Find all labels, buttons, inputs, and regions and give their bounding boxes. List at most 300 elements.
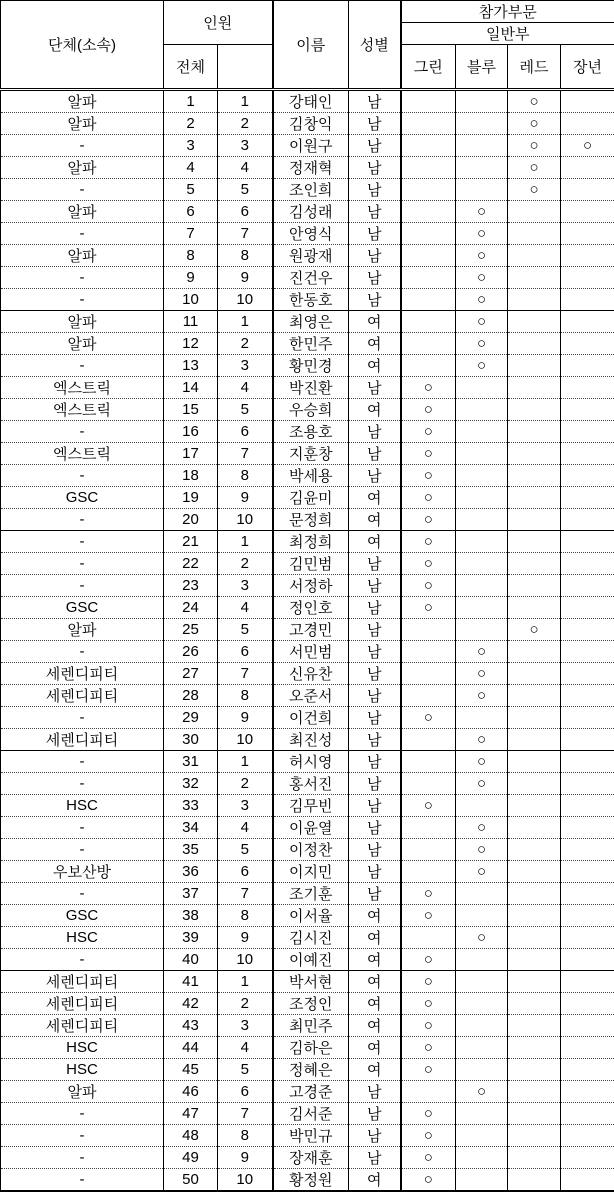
blue-mark-cell: [456, 90, 508, 113]
gender-cell: 남: [349, 157, 401, 179]
green-mark-cell: ○: [401, 1037, 456, 1059]
green-mark-cell: [401, 267, 456, 289]
blue-mark-cell: ○: [456, 773, 508, 795]
senior-mark-cell: [561, 113, 614, 135]
blue-mark-cell: ○: [456, 267, 508, 289]
name-cell: 이건희: [273, 707, 349, 729]
blue-mark-cell: ○: [456, 333, 508, 355]
gender-cell: 남: [349, 597, 401, 619]
red-mark-cell: [508, 421, 561, 443]
blue-mark-cell: [456, 465, 508, 487]
name-cell: 안영식: [273, 223, 349, 245]
org-cell: GSC: [1, 905, 164, 927]
senior-mark-cell: [561, 223, 614, 245]
name-cell: 허시영: [273, 751, 349, 773]
table-row: [1, 201, 614, 223]
gender-cell: 남: [349, 1103, 401, 1125]
senior-mark-cell: [561, 90, 614, 113]
total-no-cell: 13: [164, 355, 218, 377]
green-mark-cell: [401, 927, 456, 949]
gender-cell: 남: [349, 1147, 401, 1169]
table-row: [1, 1147, 614, 1169]
senior-mark-cell: [561, 927, 614, 949]
table-row: [1, 531, 614, 553]
gender-cell: 남: [349, 619, 401, 641]
name-cell: 박진환: [273, 377, 349, 399]
gender-cell: 여: [349, 1015, 401, 1037]
total-no-cell: 17: [164, 443, 218, 465]
blue-mark-cell: [456, 1037, 508, 1059]
gender-cell: 여: [349, 905, 401, 927]
blue-mark-cell: [456, 619, 508, 641]
senior-mark-cell: [561, 201, 614, 223]
org-cell: -: [1, 465, 164, 487]
sub-no-cell: 3: [218, 1015, 273, 1037]
total-no-cell: 23: [164, 575, 218, 597]
total-no-cell: 4: [164, 157, 218, 179]
blue-mark-cell: ○: [456, 289, 508, 311]
senior-mark-cell: [561, 729, 614, 751]
table-row: [1, 245, 614, 267]
senior-mark-cell: [561, 377, 614, 399]
green-mark-cell: [401, 223, 456, 245]
org-cell: 엑스트릭: [1, 399, 164, 421]
col-header-org: 단체(소속): [1, 1, 164, 90]
senior-mark-cell: [561, 685, 614, 707]
sub-no-cell: 9: [218, 707, 273, 729]
green-mark-cell: ○: [401, 487, 456, 509]
gender-cell: 남: [349, 179, 401, 201]
org-cell: -: [1, 751, 164, 773]
blue-mark-cell: ○: [456, 685, 508, 707]
red-mark-cell: [508, 817, 561, 839]
table-row: [1, 553, 614, 575]
red-mark-cell: [508, 949, 561, 971]
senior-mark-cell: [561, 333, 614, 355]
senior-mark-cell: [561, 553, 614, 575]
blue-mark-cell: [456, 575, 508, 597]
green-mark-cell: [401, 685, 456, 707]
table-row: [1, 1059, 614, 1081]
blue-mark-cell: [456, 795, 508, 817]
table-row: [1, 1103, 614, 1125]
blue-mark-cell: [456, 993, 508, 1015]
name-cell: 김하은: [273, 1037, 349, 1059]
red-mark-cell: [508, 245, 561, 267]
total-no-cell: 29: [164, 707, 218, 729]
total-no-cell: 43: [164, 1015, 218, 1037]
gender-cell: 남: [349, 707, 401, 729]
blue-mark-cell: [456, 597, 508, 619]
name-cell: 이윤열: [273, 817, 349, 839]
table-row: [1, 487, 614, 509]
blue-mark-cell: [456, 971, 508, 993]
blue-mark-cell: ○: [456, 355, 508, 377]
gender-cell: 남: [349, 1081, 401, 1103]
table-row: [1, 113, 614, 135]
gender-cell: 여: [349, 993, 401, 1015]
table-row: [1, 729, 614, 751]
name-cell: 이예진: [273, 949, 349, 971]
blue-mark-cell: ○: [456, 729, 508, 751]
total-no-cell: 24: [164, 597, 218, 619]
sub-no-cell: 2: [218, 553, 273, 575]
sub-no-cell: 7: [218, 883, 273, 905]
org-cell: 엑스트릭: [1, 443, 164, 465]
gender-cell: 남: [349, 883, 401, 905]
senior-mark-cell: [561, 993, 614, 1015]
sub-no-cell: 5: [218, 179, 273, 201]
red-mark-cell: [508, 1059, 561, 1081]
green-mark-cell: ○: [401, 553, 456, 575]
blue-mark-cell: [456, 1147, 508, 1169]
red-mark-cell: [508, 1037, 561, 1059]
senior-mark-cell: [561, 465, 614, 487]
senior-mark-cell: [561, 751, 614, 773]
gender-cell: 여: [349, 399, 401, 421]
name-cell: 황정원: [273, 1169, 349, 1192]
red-mark-cell: [508, 223, 561, 245]
total-no-cell: 20: [164, 509, 218, 531]
sub-no-cell: 7: [218, 663, 273, 685]
sub-no-cell: 10: [218, 949, 273, 971]
col-header-division: 참가부문: [401, 1, 614, 23]
name-cell: 황민경: [273, 355, 349, 377]
gender-cell: 남: [349, 421, 401, 443]
senior-mark-cell: [561, 905, 614, 927]
senior-mark-cell: [561, 179, 614, 201]
red-mark-cell: ○: [508, 157, 561, 179]
red-mark-cell: [508, 377, 561, 399]
sub-no-cell: 9: [218, 487, 273, 509]
total-no-cell: 49: [164, 1147, 218, 1169]
gender-cell: 여: [349, 311, 401, 333]
green-mark-cell: ○: [401, 399, 456, 421]
senior-mark-cell: [561, 487, 614, 509]
col-header-personnel: 인원: [164, 1, 273, 45]
sub-no-cell: 9: [218, 267, 273, 289]
table-row: [1, 773, 614, 795]
table-row: [1, 751, 614, 773]
name-cell: 고경민: [273, 619, 349, 641]
org-cell: HSC: [1, 795, 164, 817]
red-mark-cell: ○: [508, 90, 561, 113]
senior-mark-cell: [561, 817, 614, 839]
green-mark-cell: [401, 355, 456, 377]
org-cell: -: [1, 179, 164, 201]
red-mark-cell: [508, 1125, 561, 1147]
org-cell: -: [1, 883, 164, 905]
org-cell: 알파: [1, 245, 164, 267]
name-cell: 조정인: [273, 993, 349, 1015]
name-cell: 한동호: [273, 289, 349, 311]
org-cell: GSC: [1, 487, 164, 509]
blue-mark-cell: [456, 509, 508, 531]
blue-mark-cell: [456, 1015, 508, 1037]
total-no-cell: 42: [164, 993, 218, 1015]
table-row: [1, 993, 614, 1015]
table-row: [1, 861, 614, 883]
red-mark-cell: [508, 993, 561, 1015]
table-row: [1, 1037, 614, 1059]
org-cell: -: [1, 1147, 164, 1169]
org-cell: -: [1, 553, 164, 575]
senior-mark-cell: [561, 597, 614, 619]
gender-cell: 여: [349, 487, 401, 509]
sub-no-cell: 5: [218, 1059, 273, 1081]
table-row: [1, 355, 614, 377]
sub-no-cell: 3: [218, 355, 273, 377]
name-cell: 정혜은: [273, 1059, 349, 1081]
red-mark-cell: [508, 905, 561, 927]
blue-mark-cell: ○: [456, 751, 508, 773]
green-mark-cell: ○: [401, 1147, 456, 1169]
red-mark-cell: [508, 1081, 561, 1103]
blue-mark-cell: ○: [456, 641, 508, 663]
name-cell: 서정하: [273, 575, 349, 597]
blue-mark-cell: [456, 443, 508, 465]
sub-no-cell: 3: [218, 795, 273, 817]
red-mark-cell: ○: [508, 135, 561, 157]
gender-cell: 남: [349, 377, 401, 399]
total-no-cell: 46: [164, 1081, 218, 1103]
sub-no-cell: 8: [218, 685, 273, 707]
name-cell: 박민규: [273, 1125, 349, 1147]
table-row: [1, 333, 614, 355]
senior-mark-cell: [561, 1015, 614, 1037]
blue-mark-cell: [456, 1125, 508, 1147]
blue-mark-cell: [456, 1059, 508, 1081]
blue-mark-cell: [456, 905, 508, 927]
blue-mark-cell: ○: [456, 839, 508, 861]
red-mark-cell: [508, 971, 561, 993]
gender-cell: 남: [349, 201, 401, 223]
gender-cell: 남: [349, 839, 401, 861]
org-cell: -: [1, 707, 164, 729]
name-cell: 이서율: [273, 905, 349, 927]
red-mark-cell: [508, 201, 561, 223]
org-cell: -: [1, 575, 164, 597]
senior-mark-cell: [561, 1169, 614, 1192]
name-cell: 신유찬: [273, 663, 349, 685]
org-cell: -: [1, 949, 164, 971]
blue-mark-cell: [456, 113, 508, 135]
gender-cell: 남: [349, 773, 401, 795]
org-cell: 알파: [1, 201, 164, 223]
total-no-cell: 48: [164, 1125, 218, 1147]
org-cell: HSC: [1, 1059, 164, 1081]
senior-mark-cell: [561, 1037, 614, 1059]
green-mark-cell: [401, 333, 456, 355]
gender-cell: 여: [349, 971, 401, 993]
table-row: [1, 949, 614, 971]
red-mark-cell: [508, 1015, 561, 1037]
green-mark-cell: ○: [401, 1125, 456, 1147]
sub-no-cell: 7: [218, 223, 273, 245]
name-cell: 박세용: [273, 465, 349, 487]
org-cell: -: [1, 135, 164, 157]
total-no-cell: 40: [164, 949, 218, 971]
senior-mark-cell: [561, 971, 614, 993]
org-cell: 세렌디피티: [1, 663, 164, 685]
senior-mark-cell: [561, 531, 614, 553]
org-cell: -: [1, 531, 164, 553]
name-cell: 정재혁: [273, 157, 349, 179]
sub-no-cell: 1: [218, 751, 273, 773]
org-cell: 세렌디피티: [1, 971, 164, 993]
red-mark-cell: [508, 707, 561, 729]
total-no-cell: 15: [164, 399, 218, 421]
blue-mark-cell: ○: [456, 1081, 508, 1103]
gender-cell: 여: [349, 355, 401, 377]
name-cell: 최영은: [273, 311, 349, 333]
senior-mark-cell: ○: [561, 135, 614, 157]
total-no-cell: 1: [164, 90, 218, 113]
sub-no-cell: 10: [218, 1169, 273, 1192]
total-no-cell: 26: [164, 641, 218, 663]
name-cell: 강태인: [273, 90, 349, 113]
red-mark-cell: [508, 443, 561, 465]
table-row: [1, 971, 614, 993]
table-row: [1, 641, 614, 663]
green-mark-cell: [401, 861, 456, 883]
total-no-cell: 32: [164, 773, 218, 795]
org-cell: 알파: [1, 90, 164, 113]
sub-no-cell: 4: [218, 597, 273, 619]
blue-mark-cell: ○: [456, 311, 508, 333]
org-cell: 알파: [1, 311, 164, 333]
name-cell: 장재훈: [273, 1147, 349, 1169]
senior-mark-cell: [561, 619, 614, 641]
green-mark-cell: ○: [401, 421, 456, 443]
table-row: [1, 927, 614, 949]
blue-mark-cell: ○: [456, 927, 508, 949]
red-mark-cell: [508, 861, 561, 883]
table-row: [1, 707, 614, 729]
sub-no-cell: 6: [218, 201, 273, 223]
blue-mark-cell: [456, 707, 508, 729]
table-row: [1, 399, 614, 421]
green-mark-cell: ○: [401, 1015, 456, 1037]
org-cell: 세렌디피티: [1, 685, 164, 707]
table-row: [1, 90, 614, 113]
red-mark-cell: [508, 751, 561, 773]
senior-mark-cell: [561, 311, 614, 333]
red-mark-cell: [508, 1103, 561, 1125]
gender-cell: 남: [349, 861, 401, 883]
gender-cell: 남: [349, 817, 401, 839]
blue-mark-cell: ○: [456, 201, 508, 223]
total-no-cell: 9: [164, 267, 218, 289]
red-mark-cell: [508, 1147, 561, 1169]
green-mark-cell: ○: [401, 1103, 456, 1125]
senior-mark-cell: [561, 861, 614, 883]
blue-mark-cell: ○: [456, 817, 508, 839]
red-mark-cell: [508, 1169, 561, 1192]
sub-no-cell: 2: [218, 993, 273, 1015]
name-cell: 조용호: [273, 421, 349, 443]
col-header-division-sub: 일반부: [401, 23, 614, 45]
gender-cell: 여: [349, 1169, 401, 1192]
name-cell: 한민주: [273, 333, 349, 355]
total-no-cell: 39: [164, 927, 218, 949]
gender-cell: 남: [349, 1125, 401, 1147]
blue-mark-cell: ○: [456, 223, 508, 245]
name-cell: 정인호: [273, 597, 349, 619]
name-cell: 김민범: [273, 553, 349, 575]
org-cell: HSC: [1, 1037, 164, 1059]
sub-no-cell: 3: [218, 575, 273, 597]
sub-no-cell: 6: [218, 861, 273, 883]
senior-mark-cell: [561, 289, 614, 311]
total-no-cell: 22: [164, 553, 218, 575]
senior-mark-cell: [561, 1059, 614, 1081]
red-mark-cell: [508, 289, 561, 311]
table-row: [1, 817, 614, 839]
senior-mark-cell: [561, 267, 614, 289]
name-cell: 박서현: [273, 971, 349, 993]
green-mark-cell: ○: [401, 443, 456, 465]
name-cell: 이원구: [273, 135, 349, 157]
red-mark-cell: [508, 773, 561, 795]
col-header-name: 이름: [273, 1, 349, 90]
sub-no-cell: 1: [218, 311, 273, 333]
green-mark-cell: [401, 641, 456, 663]
total-no-cell: 36: [164, 861, 218, 883]
col-header-red: 레드: [508, 45, 561, 90]
blue-mark-cell: [456, 179, 508, 201]
table-row: [1, 575, 614, 597]
green-mark-cell: ○: [401, 575, 456, 597]
green-mark-cell: [401, 289, 456, 311]
total-no-cell: 31: [164, 751, 218, 773]
name-cell: 조기훈: [273, 883, 349, 905]
gender-cell: 남: [349, 245, 401, 267]
org-cell: -: [1, 817, 164, 839]
table-row: [1, 905, 614, 927]
org-cell: -: [1, 223, 164, 245]
table-row: [1, 421, 614, 443]
col-header-green: 그린: [401, 45, 456, 90]
table-row: [1, 597, 614, 619]
col-header-sub-blank: [218, 45, 273, 90]
total-no-cell: 30: [164, 729, 218, 751]
name-cell: 김서준: [273, 1103, 349, 1125]
org-cell: -: [1, 267, 164, 289]
senior-mark-cell: [561, 641, 614, 663]
name-cell: 최민주: [273, 1015, 349, 1037]
red-mark-cell: [508, 333, 561, 355]
green-mark-cell: [401, 113, 456, 135]
red-mark-cell: [508, 553, 561, 575]
green-mark-cell: ○: [401, 1059, 456, 1081]
name-cell: 고경준: [273, 1081, 349, 1103]
green-mark-cell: [401, 311, 456, 333]
senior-mark-cell: [561, 509, 614, 531]
senior-mark-cell: [561, 355, 614, 377]
senior-mark-cell: [561, 1103, 614, 1125]
col-header-blue: 블루: [456, 45, 508, 90]
red-mark-cell: [508, 509, 561, 531]
gender-cell: 남: [349, 751, 401, 773]
green-mark-cell: ○: [401, 993, 456, 1015]
name-cell: 홍서진: [273, 773, 349, 795]
sub-no-cell: 2: [218, 113, 273, 135]
table-row: [1, 465, 614, 487]
gender-cell: 남: [349, 465, 401, 487]
green-mark-cell: ○: [401, 707, 456, 729]
sub-no-cell: 10: [218, 509, 273, 531]
